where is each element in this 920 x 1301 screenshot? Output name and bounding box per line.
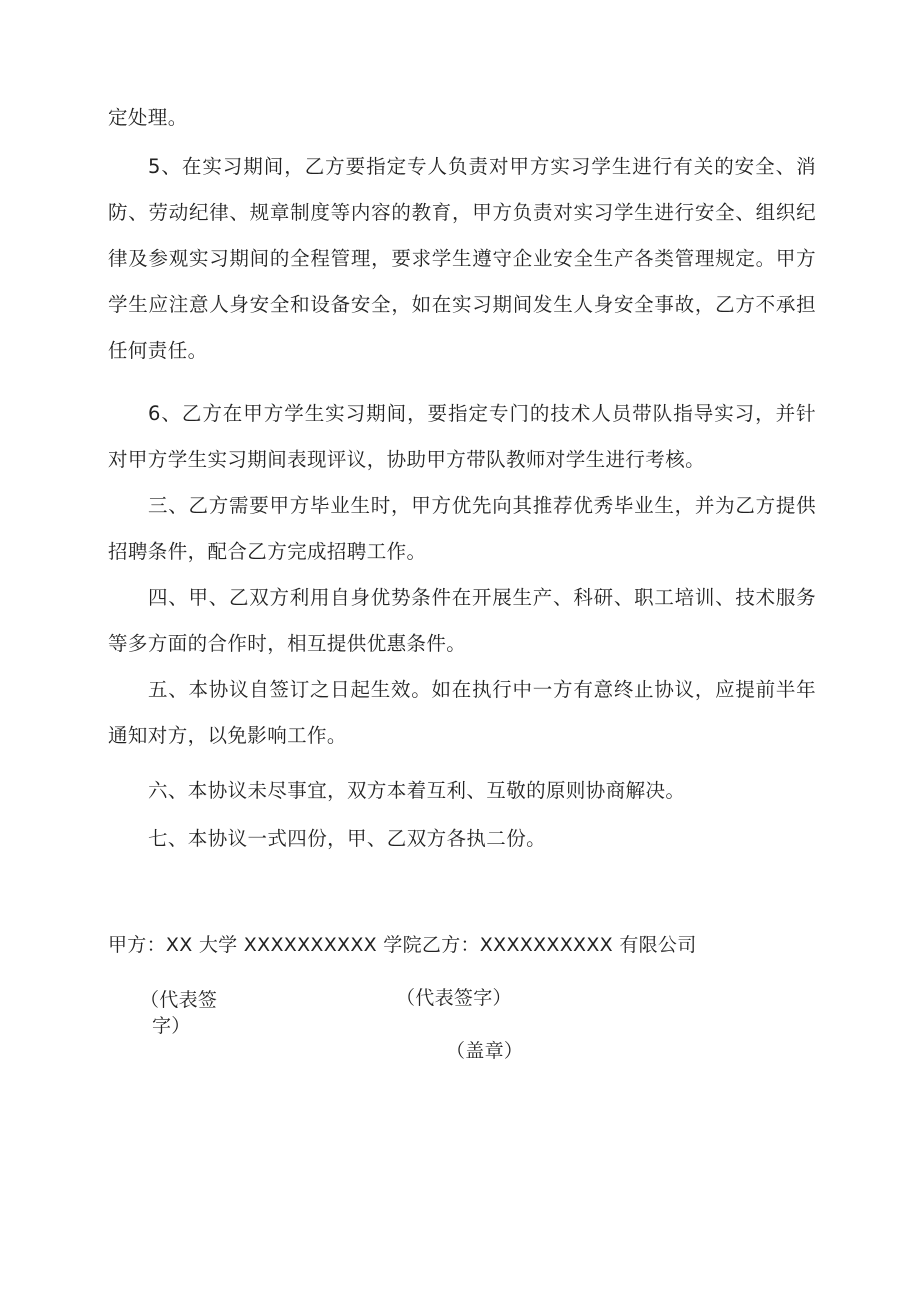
paragraph-article-7: 七、本协议一式四份，甲、乙双方各执二份。 — [148, 827, 547, 850]
party-a-signature-label-line1: （代表签 — [140, 989, 218, 1011]
paragraph-article-6: 六、本协议未尽事宜，双方本着互利、互敬的原则协商解决。 — [148, 779, 686, 802]
paragraph-continuation: 定处理。 — [108, 106, 188, 129]
party-b-signature-label: （代表签字） — [396, 987, 512, 1009]
party-a-signature-label-line2: 字） — [152, 1015, 191, 1037]
party-b-seal-label: （盖章） — [446, 1040, 524, 1062]
paragraph-clause-5: 5、在实习期间，乙方要指定专人负责对甲方实习学生进行有关的安全、消防、劳动纪律、规章制度等内容的教育，甲方负责对实习学生进行安全、组织纪律及参观实习期间的全程管理，要求学生遵守企业安全生产各类管理规定。甲方学生应注意人身安全和设备安全，如在实习期间发生人身安全事故，乙方不承担任何责任。 — [108, 155, 816, 362]
paragraph-article-5: 五、本协议自签订之日起生效。如在执行中一方有意终止协议，应提前半年通知对方，以免影响工作。 — [108, 678, 816, 747]
signature-parties-line: 甲方：XX 大学 XXXXXXXXXX 学院乙方：XXXXXXXXXX 有限公司 — [108, 934, 697, 956]
paragraph-clause-6: 6、乙方在甲方学生实习期间，要指定专门的技术人员带队指导实习，并针对甲方学生实习期间表现评议，协助甲方带队教师对学生进行考核。 — [108, 402, 816, 471]
paragraph-article-4: 四、甲、乙双方利用自身优势条件在开展生产、科研、职工培训、技术服务等多方面的合作时，相互提供优惠条件。 — [108, 586, 816, 655]
paragraph-article-3: 三、乙方需要甲方毕业生时，甲方优先向其推荐优秀毕业生，并为乙方提供招聘条件，配合乙方完成招聘工作。 — [108, 494, 816, 563]
